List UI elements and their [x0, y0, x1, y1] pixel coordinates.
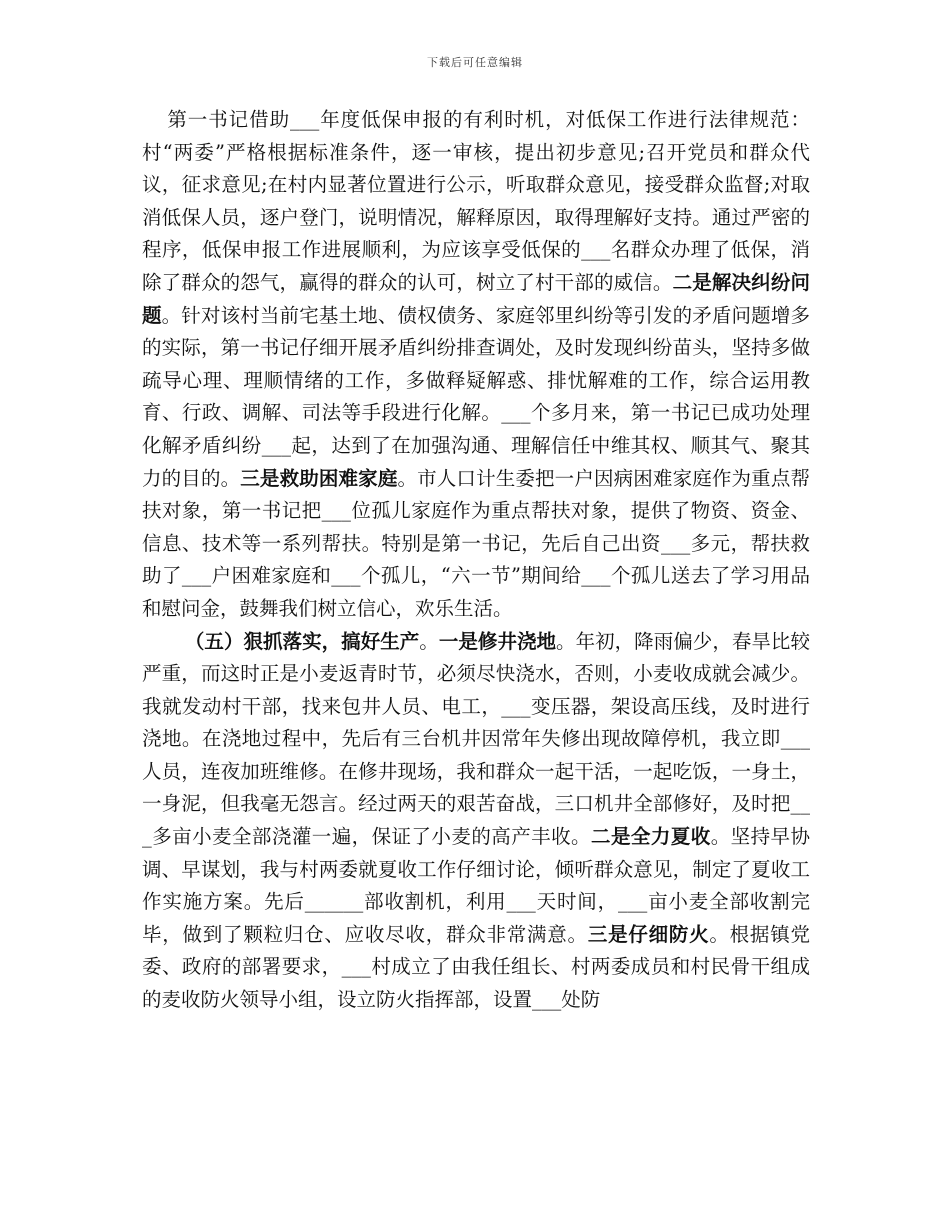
text-span: 。年初，降雨偏少，春旱比较严重，而这时正是小麦返青时节，必须尽快浇水，否则，小麦收成就会减少。我就发动村干部，找来包井人员、电工，___变压器，架设高压线，及时进行浇地。在浇地过程中，先后有三台机井因常年失修出现故障停机，我立即___人员，连夜加班维修。在修井现场，我和群众一起干活，一起吃饭，一身土，一身泥，但我毫无怨言。经过两天的艰苦奋战，三口机井全部修好，及时把___多亩小麦全部浇灌一遍，保证了小麦的高产丰收。 [142, 629, 810, 849]
bold-heading: 三是仔细防火 [587, 922, 710, 946]
bold-heading: 一是修井浇地 [438, 629, 557, 653]
paragraph-assistance [142, 104, 810, 626]
text-span: 。针对该村当前宅基土地、债权债务、家庭邻里纠纷等引发的矛盾问题增多的实际，第一书记仔细开展矛盾纠纷排查调处，及时发现纠纷苗头，坚持多做疏导心理、理顺情绪的工作，多做释疑解惑、排忧解难的工作，综合运用教育、行政、调解、司法等手段进行化解。___个多月来，第一书记已成功处理化解矛盾纠纷___起，达到了在加强沟通、理解信任中维其权、顺其气、聚其力的目的。 [142, 303, 810, 490]
text-span: 。坚持早协调、早谋划，我与村两委就夏收工作仔细讨论，倾听群众意见，制定了夏收工作实施方案。先后______部收割机，利用___天时间，___亩小麦全部收割完毕，做到了颗粒归仓、应收尽收，群众非常满意。 [142, 825, 810, 946]
page-header: 下载后可任意编辑 [427, 56, 523, 69]
text-span: 。市人口计生委把一户因病困难家庭作为重点帮扶对象，第一书记把___位孤儿家庭作为重点帮扶对象，提供了物资、资金、信息、技术等一系列帮扶。特别是第一书记，先后自己出资___多元，帮扶救助了___户困难家庭和___个孤儿，“六一节”期间给___个孤儿送去了学习用品和慰问金，鼓舞我们树立信心，欢乐生活。 [142, 466, 810, 620]
paragraph-production [142, 626, 810, 1017]
text-span: 。 [419, 629, 439, 653]
text-span: 。根据镇党委、政府的部署要求，___村成立了由我任组长、村两委成员和村民骨干组成的麦收防火领导小组，设立防火指挥部，设置___处防 [142, 922, 810, 1012]
section-heading: （五）狠抓落实，搞好生产 [184, 629, 420, 653]
bold-heading: 二是全力夏收 [591, 825, 711, 849]
bold-heading: 三是救助困难家庭 [240, 466, 398, 490]
text-span: 第一书记借助___年度低保申报的有利时机，对低保工作进行法律规范：村“两委”严格根据标准条件，逐一审核，提出初步意见;召开党员和群众代议，征求意见;在村内显著位置进行公示，听取群众意见，接受群众监督;对取消低保人员，逐户登门，说明情况，解释原因，取得理解好支持。通过严密的程序，低保申报工作进展顺利，为应该享受低保的___名群众办理了低保，消除了群众的怨气，赢得的群众的认可，树立了村干部的威信。 [142, 108, 810, 294]
bold-heading: 二是解决纠纷问题 [142, 270, 810, 327]
document-body [142, 104, 810, 1017]
